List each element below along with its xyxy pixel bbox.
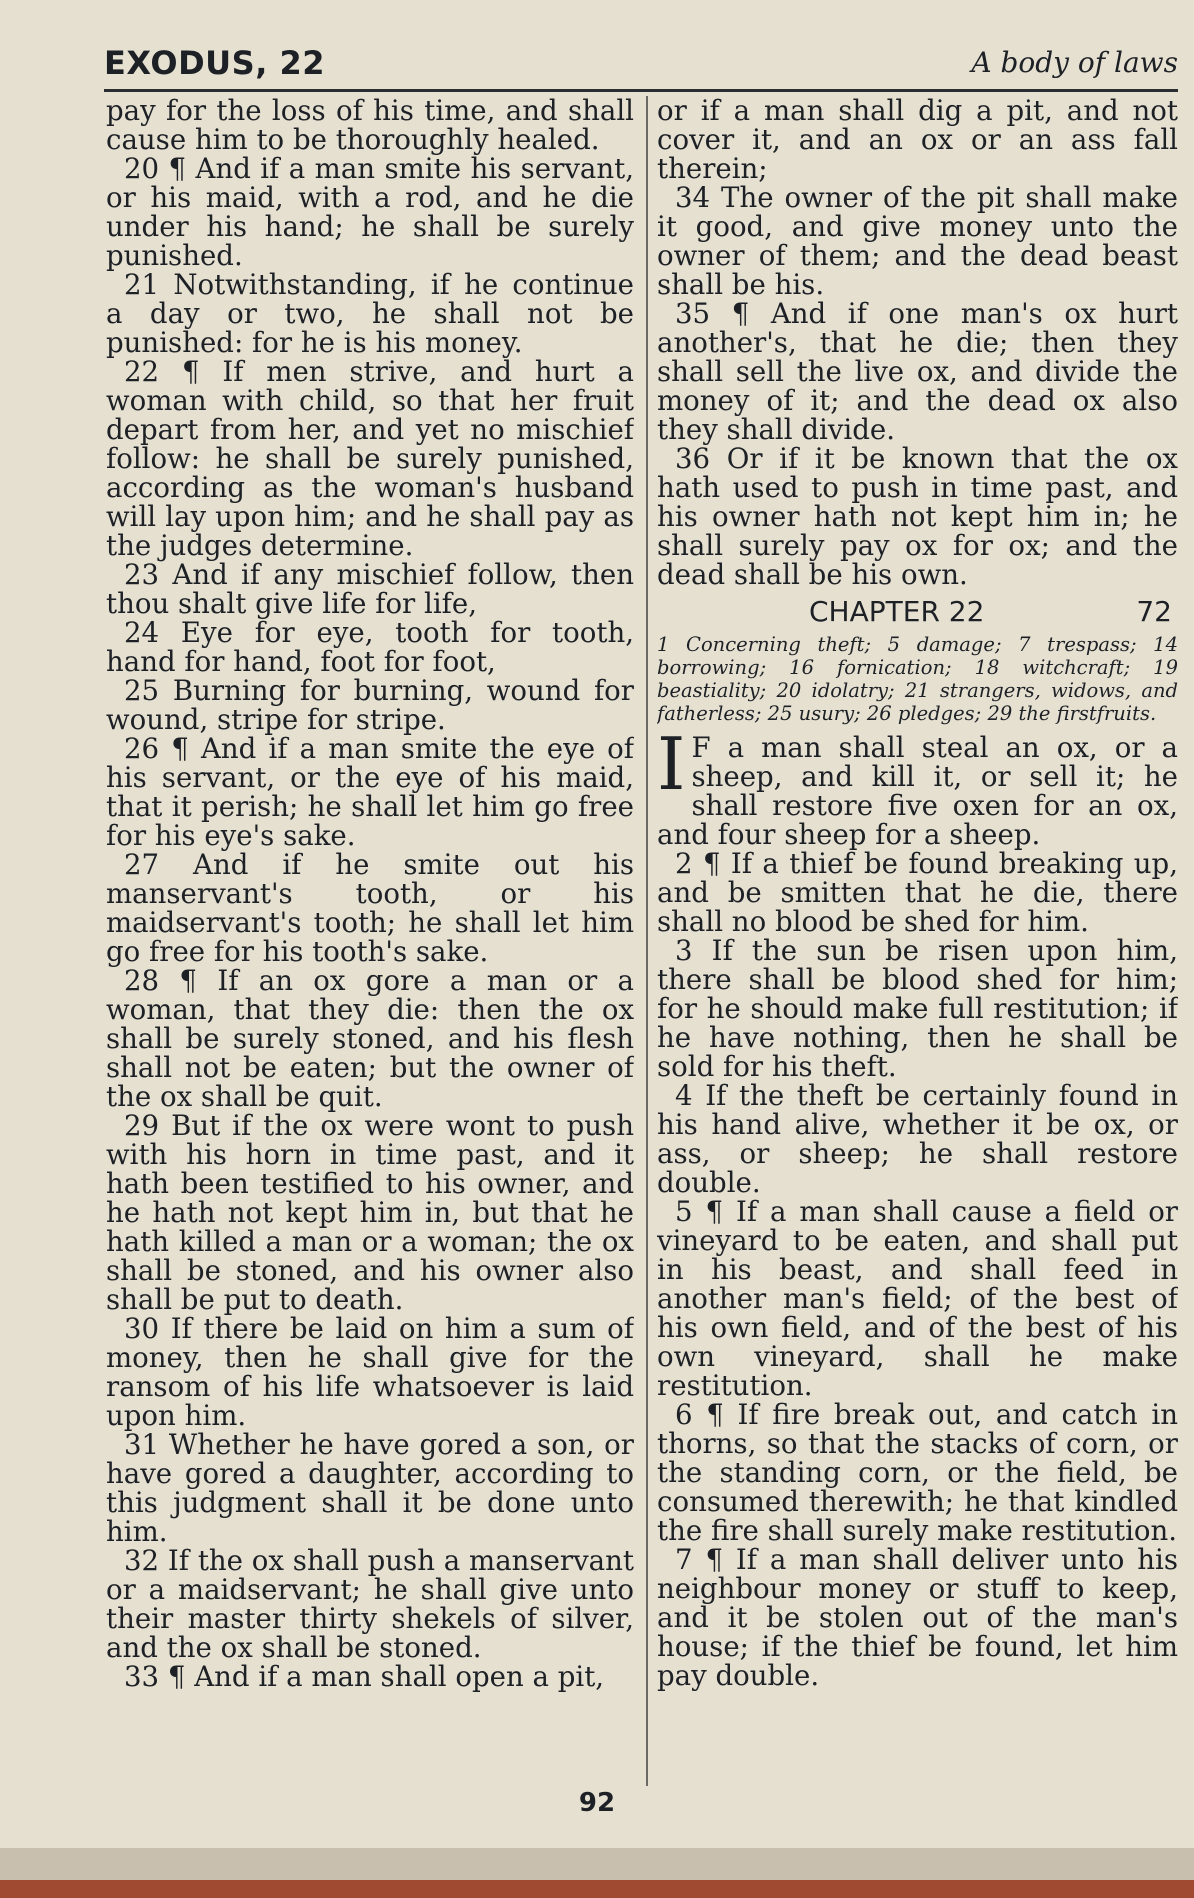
verse: 4 If the theft be certainly found in his hand alive, whether it be ox, or ass, or sheep; he shall restore double. (657, 1079, 1178, 1199)
verse: or if a man shall dig a pit, and not cover it, and an ox or an ass fall therein; (657, 96, 1178, 185)
verse: 3 If the sun be risen upon him, there shall be blood shed for him; for he should make full restitution; if he have nothing, then he shall be sold for his theft. (657, 934, 1178, 1083)
verse: 7 ¶ If a man shall deliver unto his neighbour money or stuff to keep, and it be stolen out of the man's house; if the thief be found, let him pay double. (657, 1543, 1178, 1692)
verse: 21 Notwithstanding, if he continue a day or two, he shall not be punished: for he is his money. (106, 268, 634, 359)
left-column (106, 96, 634, 1786)
right-column (657, 96, 1178, 1786)
verse: 35 ¶ And if one man's ox hurt another's, that he die; then they shall sell the live ox, and divide the money of it; and the dead ox also they shall divide. (657, 297, 1178, 446)
verse: 25 Burning for burning, wound for wound, stripe for stripe. (106, 674, 634, 736)
verse: 5 ¶ If a man shall cause a field or vineyard to be eaten, and shall put in his beast, and shall feed in another man's field; of the best of his own field, and of the best of his own vineyard, shall he make restitution. (657, 1195, 1178, 1402)
verse: 28 ¶ If an ox gore a man or a woman, that they die: then the ox shall be surely stoned, and his flesh shall not be eaten; but the owner of the ox shall be quit. (106, 964, 634, 1113)
section-heading: A body of laws (971, 46, 1178, 79)
verse: 26 ¶ And if a man smite the eye of his servant, or the eye of his maid, that it perish; he shall let him go free for his eye's sake. (106, 732, 634, 852)
verse-first-text: F a man shall steal an ox, or a sheep, and kill it, or sell it; he shall restore five oxen for an ox, and four sheep for a sheep. (657, 731, 1178, 851)
verse: 31 Whether he have gored a son, or have gored a daughter, according to this judgment shall it be done unto him. (106, 1428, 634, 1548)
column-divider (646, 96, 648, 1786)
verse: 32 If the ox shall push a manservant or a maidservant; he shall give unto their master thirty shekels of silver, and the ox shall be stoned. (106, 1544, 634, 1664)
page-number: 92 (578, 1788, 616, 1818)
running-header (104, 40, 1178, 88)
book-chapter-heading: EXODUS, 22 (104, 44, 326, 82)
verse: 24 Eye for eye, tooth for tooth, hand for hand, foot for foot, (106, 616, 634, 678)
chapter-title: CHAPTER 22 (809, 595, 985, 628)
verse-first (657, 722, 1178, 851)
chapter-marginal-number: 72 (1136, 595, 1172, 628)
verse: pay for the loss of his time, and shall cause him to be thoroughly healed. (106, 96, 634, 156)
verse: 29 But if the ox were wont to push with his horn in time past, and it hath been testified to his owner, and he hath not kept him in, but that he hath killed a man or a woman; the ox shall be stoned, and his owner also shall be put to death. (106, 1109, 634, 1316)
verse: 20 ¶ And if a man smite his servant, or his maid, with a rod, and he die under his hand; he shall be surely punished. (106, 152, 634, 272)
header-rule (104, 89, 1178, 92)
verse: 22 ¶ If men strive, and hurt a woman with child, so that her fruit depart from her, and yet no mischief follow: he shall be surely punished, according as the woman's husband will lay upon him; and he shall pay as the judges determine. (106, 355, 634, 562)
verse: 27 And if he smite out his manservant's tooth, or his maidservant's tooth; he shall let him go free for his tooth's sake. (106, 848, 634, 968)
verse: 23 And if any mischief follow, then thou shalt give life for life, (106, 558, 634, 620)
verse: 34 The owner of the pit shall make it good, and give money unto the owner of them; and the dead beast shall be his. (657, 181, 1178, 301)
chapter-heading (657, 593, 1178, 629)
chapter-summary: 1 Concerning theft; 5 damage; 7 trespass; 14 borrowing; 16 fornication; 18 witchcraft; 19 beastiality; 20 idolatry; 21 strangers, widows, and fatherless; 25 usury; 26 pledges; 29 the firstfruits. (657, 633, 1178, 725)
verse: 33 ¶ And if a man shall open a pit, (124, 1660, 605, 1693)
verse: 36 Or if it be known that the ox hath used to push in time past, and his owner hath not kept him in; he shall surely pay ox for ox; and the dead shall be his own. (657, 442, 1178, 591)
drop-cap: I (657, 722, 686, 806)
verse: 30 If there be laid on him a sum of money, then he shall give for the ransom of his life whatsoever is laid upon him. (106, 1312, 634, 1432)
book-edge (0, 1880, 1194, 1898)
verse: 6 ¶ If fire break out, and catch in thorns, so that the stacks of corn, or the standing corn, or the field, be consumed therewith; he that kindled the fire shall surely make restitution. (657, 1398, 1178, 1547)
verse: 2 ¶ If a thief be found breaking up, and be smitten that he die, there shall no blood be shed for him. (657, 847, 1178, 938)
